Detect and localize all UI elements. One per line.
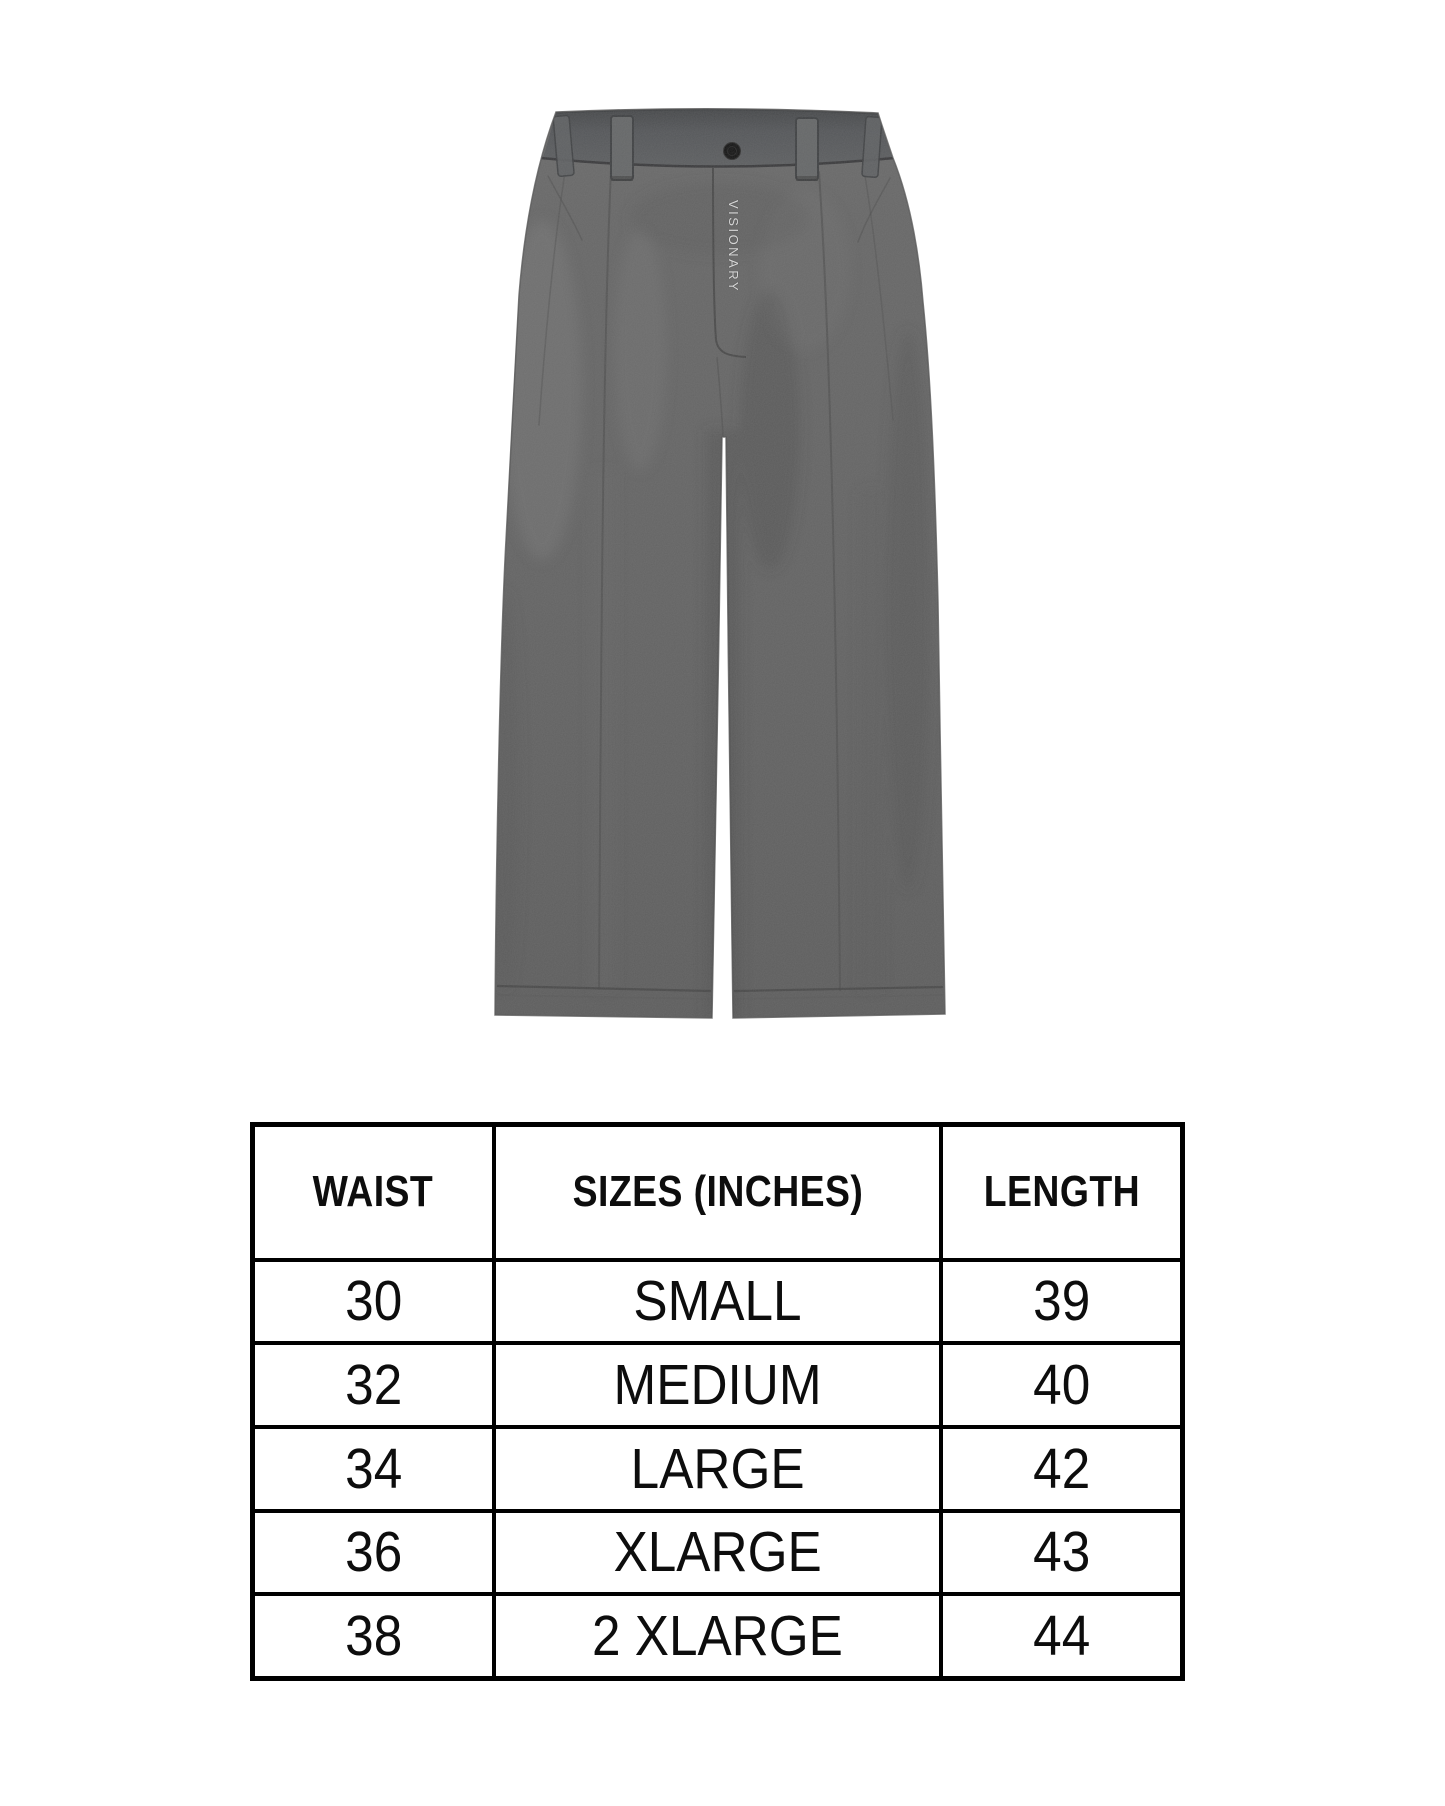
cell-length-2xlarge: 44 [943, 1596, 1180, 1676]
header-waist-label: WAIST [313, 1167, 434, 1217]
cell-length-large: 42 [943, 1429, 1180, 1509]
size-chart-table [250, 1122, 1185, 1681]
cell-waist-xlarge: 36 [255, 1513, 492, 1593]
header-length [943, 1127, 1180, 1258]
cell-length-small: 39 [943, 1262, 1180, 1342]
header-length-label: LENGTH [983, 1167, 1140, 1217]
cell-size-xlarge: XLARGE [496, 1513, 940, 1593]
cell-waist-2xlarge: 38 [255, 1596, 492, 1676]
cell-length-xlarge: 43 [943, 1513, 1180, 1593]
cell-waist-small: 30 [255, 1262, 492, 1342]
cell-waist-medium: 32 [255, 1345, 492, 1425]
brand-label: VISIONARY [726, 200, 741, 294]
header-sizes [496, 1127, 940, 1258]
header-waist [255, 1127, 492, 1258]
header-sizes-label: SIZES (INCHES) [572, 1167, 863, 1217]
cell-size-2xlarge: 2 XLARGE [496, 1596, 940, 1676]
cell-length-medium: 40 [943, 1345, 1180, 1425]
cell-size-large: LARGE [496, 1429, 940, 1509]
cell-size-small: SMALL [496, 1262, 940, 1342]
cell-waist-large: 34 [255, 1429, 492, 1509]
cell-size-medium: MEDIUM [496, 1345, 940, 1425]
